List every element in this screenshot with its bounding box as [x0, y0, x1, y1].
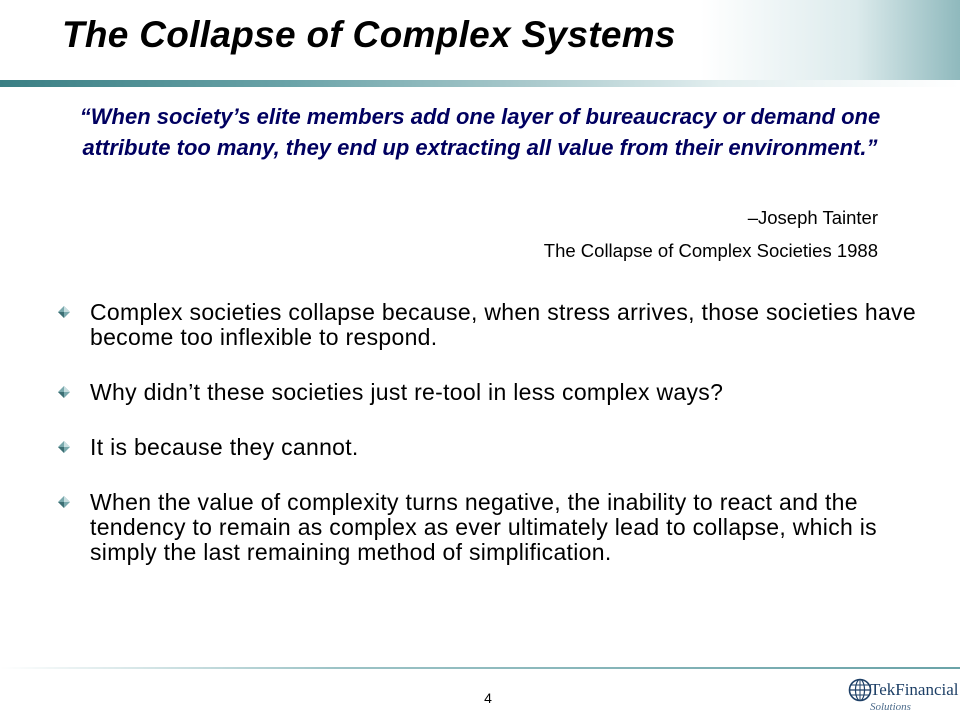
title-gradient-panel	[700, 0, 960, 87]
slide-title: The Collapse of Complex Systems	[62, 14, 676, 55]
bullet-list	[58, 300, 928, 595]
bullet-text: Complex societies collapse because, when stress arrives, those societies have become too inflexible to respond.	[90, 299, 916, 350]
bullet-item	[58, 380, 928, 405]
company-logo	[848, 678, 958, 718]
bullet-item	[58, 435, 928, 460]
bullet-item	[58, 300, 928, 350]
bullet-item	[58, 490, 928, 565]
diamond-bullet-icon	[58, 306, 70, 318]
footer-divider	[0, 667, 960, 669]
quote-text: “When society’s elite members add one layer of bureaucracy or demand one attribute too many, they end up extracting all value from their environment.”	[79, 104, 881, 160]
bullet-text: Why didn’t these societies just re-tool in less complex ways?	[90, 379, 724, 405]
quote-author: –Joseph Tainter	[747, 207, 878, 228]
bullet-text: It is because they cannot.	[90, 434, 359, 460]
logo-name: TekFinancial	[870, 680, 959, 699]
title-underline-bar	[0, 80, 960, 87]
logo-subtitle: Solutions	[870, 701, 911, 713]
diamond-bullet-icon	[58, 441, 70, 453]
bullet-text: When the value of complexity turns negative, the inability to react and the tendency to remain as complex as ever ultimately lead to collapse, which is simply the last remaining method of simplification.	[90, 489, 877, 565]
diamond-bullet-icon	[58, 386, 70, 398]
diamond-bullet-icon	[58, 496, 70, 508]
page-number: 4	[484, 690, 492, 706]
globe-icon	[848, 678, 872, 702]
quote-source: The Collapse of Complex Societies 1988	[543, 240, 878, 261]
